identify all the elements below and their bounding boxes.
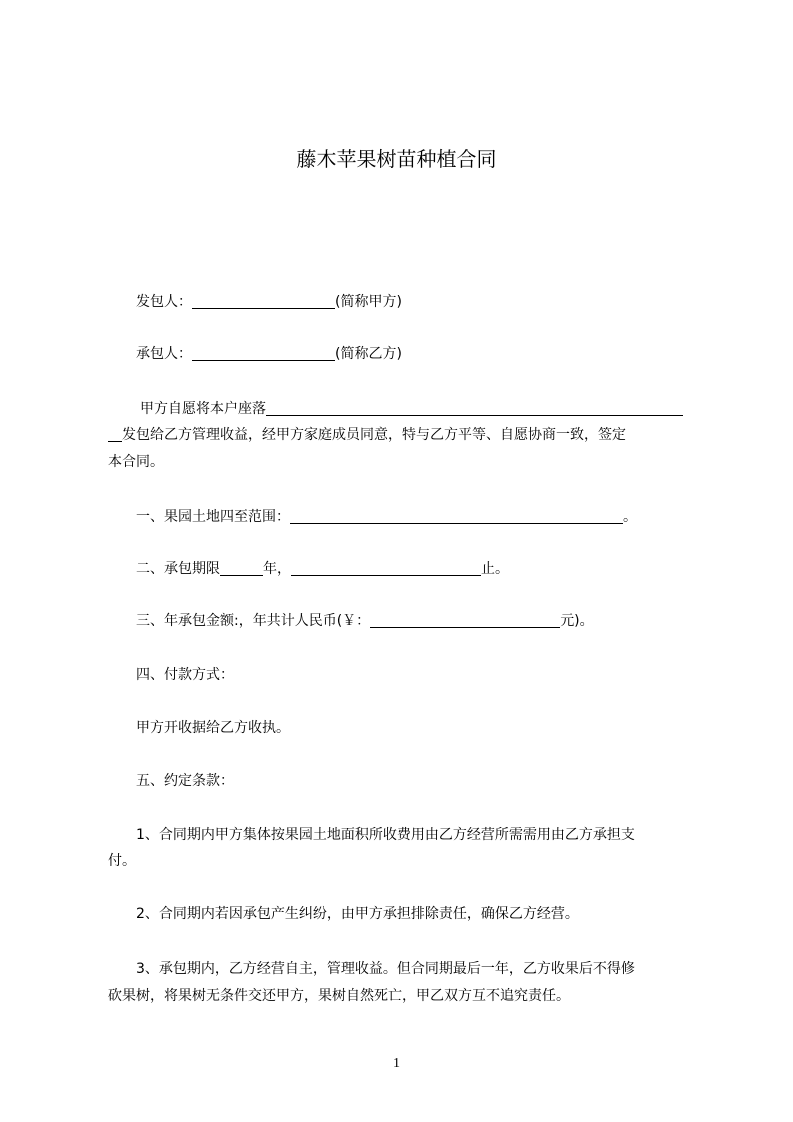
section-2-text-a: 二、承包期限 <box>136 561 220 577</box>
party-a-blank <box>192 292 335 309</box>
section-5-heading: 五、约定条款： <box>136 773 234 789</box>
location-blank <box>266 399 683 416</box>
amount-blank <box>370 611 560 628</box>
document-title: 藤木苹果树苗种植合同 <box>296 147 497 171</box>
end-date-blank <box>291 559 481 576</box>
intro-text-2: 发包给乙方管理收益，经甲方家庭成员同意，特与乙方平等、自愿协商一致，签定 <box>122 427 626 443</box>
clause-3-line-1: 3、承包期内，乙方经营自主，管理收益。但合同期最后一年，乙方收果后不得修 <box>136 961 635 977</box>
section-1-text: 一、果园土地四至范围： <box>136 509 290 525</box>
section-1 <box>136 504 637 530</box>
location-blank-cont <box>108 425 122 442</box>
clause-2: 2、合同期内若因承包产生纠纷，由甲方承担排除责任，确保乙方经营。 <box>136 906 579 922</box>
section-1-end: 。 <box>623 509 637 525</box>
party-b-blank <box>192 344 335 361</box>
section-3-text-b: 元)。 <box>560 613 594 629</box>
party-b-line <box>136 341 402 367</box>
section-4-body: 甲方开收据给乙方收执。 <box>136 720 290 736</box>
section-2 <box>136 556 509 582</box>
party-a-suffix: (简称甲方) <box>335 294 402 310</box>
intro-line-2 <box>108 422 626 448</box>
intro-line-3: 本合同。 <box>108 454 164 470</box>
party-b-label: 承包人： <box>136 346 192 362</box>
boundary-blank <box>290 507 623 524</box>
clause-1-line-1: 1、合同期内甲方集体按果园土地面积所收费用由乙方经营所需需用由乙方承担支 <box>136 827 635 843</box>
clause-1-line-2: 付。 <box>108 853 136 869</box>
section-3 <box>136 608 594 634</box>
section-2-text-c: 止。 <box>481 561 509 577</box>
intro-line-1 <box>140 396 683 422</box>
party-a-label: 发包人： <box>136 294 192 310</box>
section-4-heading: 四、付款方式： <box>136 667 234 683</box>
party-a-line <box>136 289 402 315</box>
clause-3-line-2: 砍果树，将果树无条件交还甲方，果树自然死亡，甲乙双方互不追究责任。 <box>108 988 570 1004</box>
party-b-suffix: (简称乙方) <box>335 346 402 362</box>
page-number: 1 <box>393 1056 400 1071</box>
years-blank <box>220 559 263 576</box>
section-2-text-b: 年， <box>263 561 291 577</box>
intro-text-1: 甲方自愿将本户座落 <box>140 401 266 417</box>
section-3-text-a: 三、年承包金额:，年共计人民币(￥： <box>136 613 371 629</box>
